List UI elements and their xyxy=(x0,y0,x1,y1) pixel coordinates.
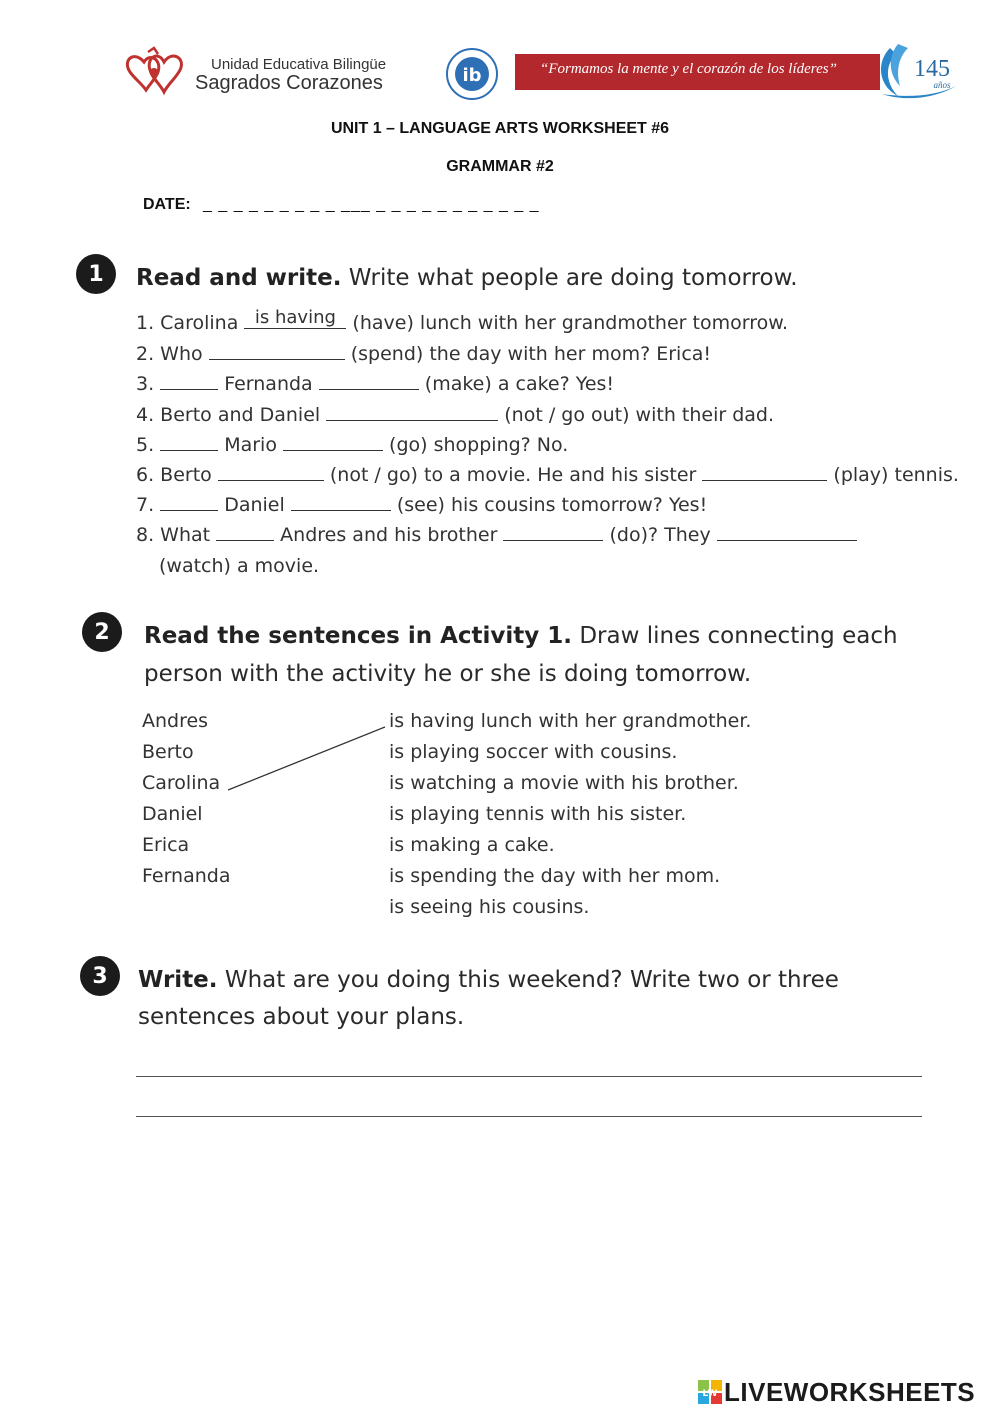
activity-5[interactable]: is making a cake. xyxy=(389,834,555,856)
person-fernanda[interactable]: Fernanda xyxy=(142,865,231,887)
writing-line-1[interactable] xyxy=(136,1076,922,1077)
writing-line-2[interactable] xyxy=(136,1116,922,1117)
person-daniel[interactable]: Daniel xyxy=(142,803,203,825)
answer-blank-8a[interactable] xyxy=(216,524,274,541)
answer-blank-1[interactable]: is having xyxy=(244,307,346,329)
person-carolina[interactable]: Carolina xyxy=(142,772,221,794)
answer-blank-4[interactable] xyxy=(326,404,498,421)
answer-blank-5a[interactable] xyxy=(160,434,218,451)
exercise-line-8-continued: (watch) a movie. xyxy=(159,555,320,577)
answer-blank-8c[interactable] xyxy=(717,524,857,541)
person-andres[interactable]: Andres xyxy=(142,710,209,732)
liveworksheets-logo-icon xyxy=(698,1380,722,1404)
section-2-number: 2 xyxy=(82,612,122,652)
answer-blank-3b[interactable] xyxy=(319,373,419,390)
exercise-line-6: 6. Berto (not / go) to a movie. He and his sister (play) tennis. xyxy=(136,464,959,486)
school-name-line2: Sagrados Corazones xyxy=(195,72,383,94)
answer-blank-7b[interactable] xyxy=(291,494,391,511)
section-3-heading xyxy=(138,961,839,999)
answer-blank-3a[interactable] xyxy=(160,373,218,390)
worksheet-title: UNIT 1 – LANGUAGE ARTS WORKSHEET #6 xyxy=(330,120,670,137)
answer-blank-5b[interactable] xyxy=(283,434,383,451)
activity-4[interactable]: is playing tennis with his sister. xyxy=(389,803,687,825)
anniversary-number: 145 xyxy=(914,56,950,82)
section-3-heading-bold: Write. xyxy=(138,967,218,993)
school-name-line1: Unidad Educativa Bilingüe xyxy=(211,56,387,73)
activity-7[interactable]: is seeing his cousins. xyxy=(389,896,590,918)
section-2-heading xyxy=(144,617,898,655)
person-berto[interactable]: Berto xyxy=(142,741,194,763)
grammar-subtitle: GRAMMAR #2 xyxy=(446,158,554,175)
answer-blank-6b[interactable] xyxy=(702,464,827,481)
exercise-line-4: 4. Berto and Daniel (not / go out) with their dad. xyxy=(136,404,775,426)
anniversary-145-logo xyxy=(876,38,962,102)
ib-world-school-logo xyxy=(441,46,503,102)
answer-blank-6a[interactable] xyxy=(218,464,324,481)
date-label: DATE: xyxy=(143,196,191,213)
activity-3[interactable]: is watching a movie with his brother. xyxy=(389,772,739,794)
date-field[interactable]: _ _ _ _ _ _ _ _ _ ___ _ _ _ _ _ _ _ _ _ _ _ xyxy=(203,196,540,213)
section-1-heading-bold: Read and write. xyxy=(136,265,342,291)
exercise-line-7: 7. Daniel (see) his cousins tomorrow? Yes! xyxy=(136,494,708,516)
answer-blank-2[interactable] xyxy=(209,343,345,360)
section-1-number: 1 xyxy=(76,254,116,294)
exercise-line-5: 5. Mario (go) shopping? No. xyxy=(136,434,569,456)
brand-icon-letters: LW xyxy=(702,1389,718,1399)
ib-mark-text: ib xyxy=(462,65,482,86)
section-2-heading-rest1: Draw lines connecting each xyxy=(572,623,898,649)
answer-blank-7a[interactable] xyxy=(160,494,218,511)
section-2-heading-bold: Read the sentences in Activity 1. xyxy=(144,623,573,649)
section-3-heading-rest1: What are you doing this weekend? Write two or three xyxy=(217,967,839,993)
anniversary-word: años xyxy=(933,80,951,90)
exercise-line-1: 1. Carolina is having (have) lunch with her grandmother tomorrow. xyxy=(136,307,789,334)
activity-1[interactable]: is having lunch with her grandmother. xyxy=(389,710,752,732)
section-1-heading-rest: Write what people are doing tomorrow. xyxy=(341,265,798,291)
section-3-number: 3 xyxy=(80,956,120,996)
person-erica[interactable]: Erica xyxy=(142,834,190,856)
activity-2[interactable]: is playing soccer with cousins. xyxy=(389,741,678,763)
section-1-heading xyxy=(136,259,798,297)
exercise-line-2: 2. Who (spend) the day with her mom? Erica! xyxy=(136,343,712,365)
section-3-heading-line2: sentences about your plans. xyxy=(138,1004,465,1030)
exercise-line-3: 3. Fernanda (make) a cake? Yes! xyxy=(136,373,615,395)
section-2-heading-line2: person with the activity he or she is doing tomorrow. xyxy=(144,661,752,687)
motto-text: “Formamos la mente y el corazón de los líderes” xyxy=(540,61,837,77)
activity-6[interactable]: is spending the day with her mom. xyxy=(389,865,721,887)
exercise-line-8: 8. What Andres and his brother (do)? They xyxy=(136,524,857,546)
school-hearts-logo xyxy=(124,46,186,98)
answer-blank-8b[interactable] xyxy=(503,524,603,541)
liveworksheets-brand: LIVEWORKSHEETS xyxy=(724,1377,976,1407)
